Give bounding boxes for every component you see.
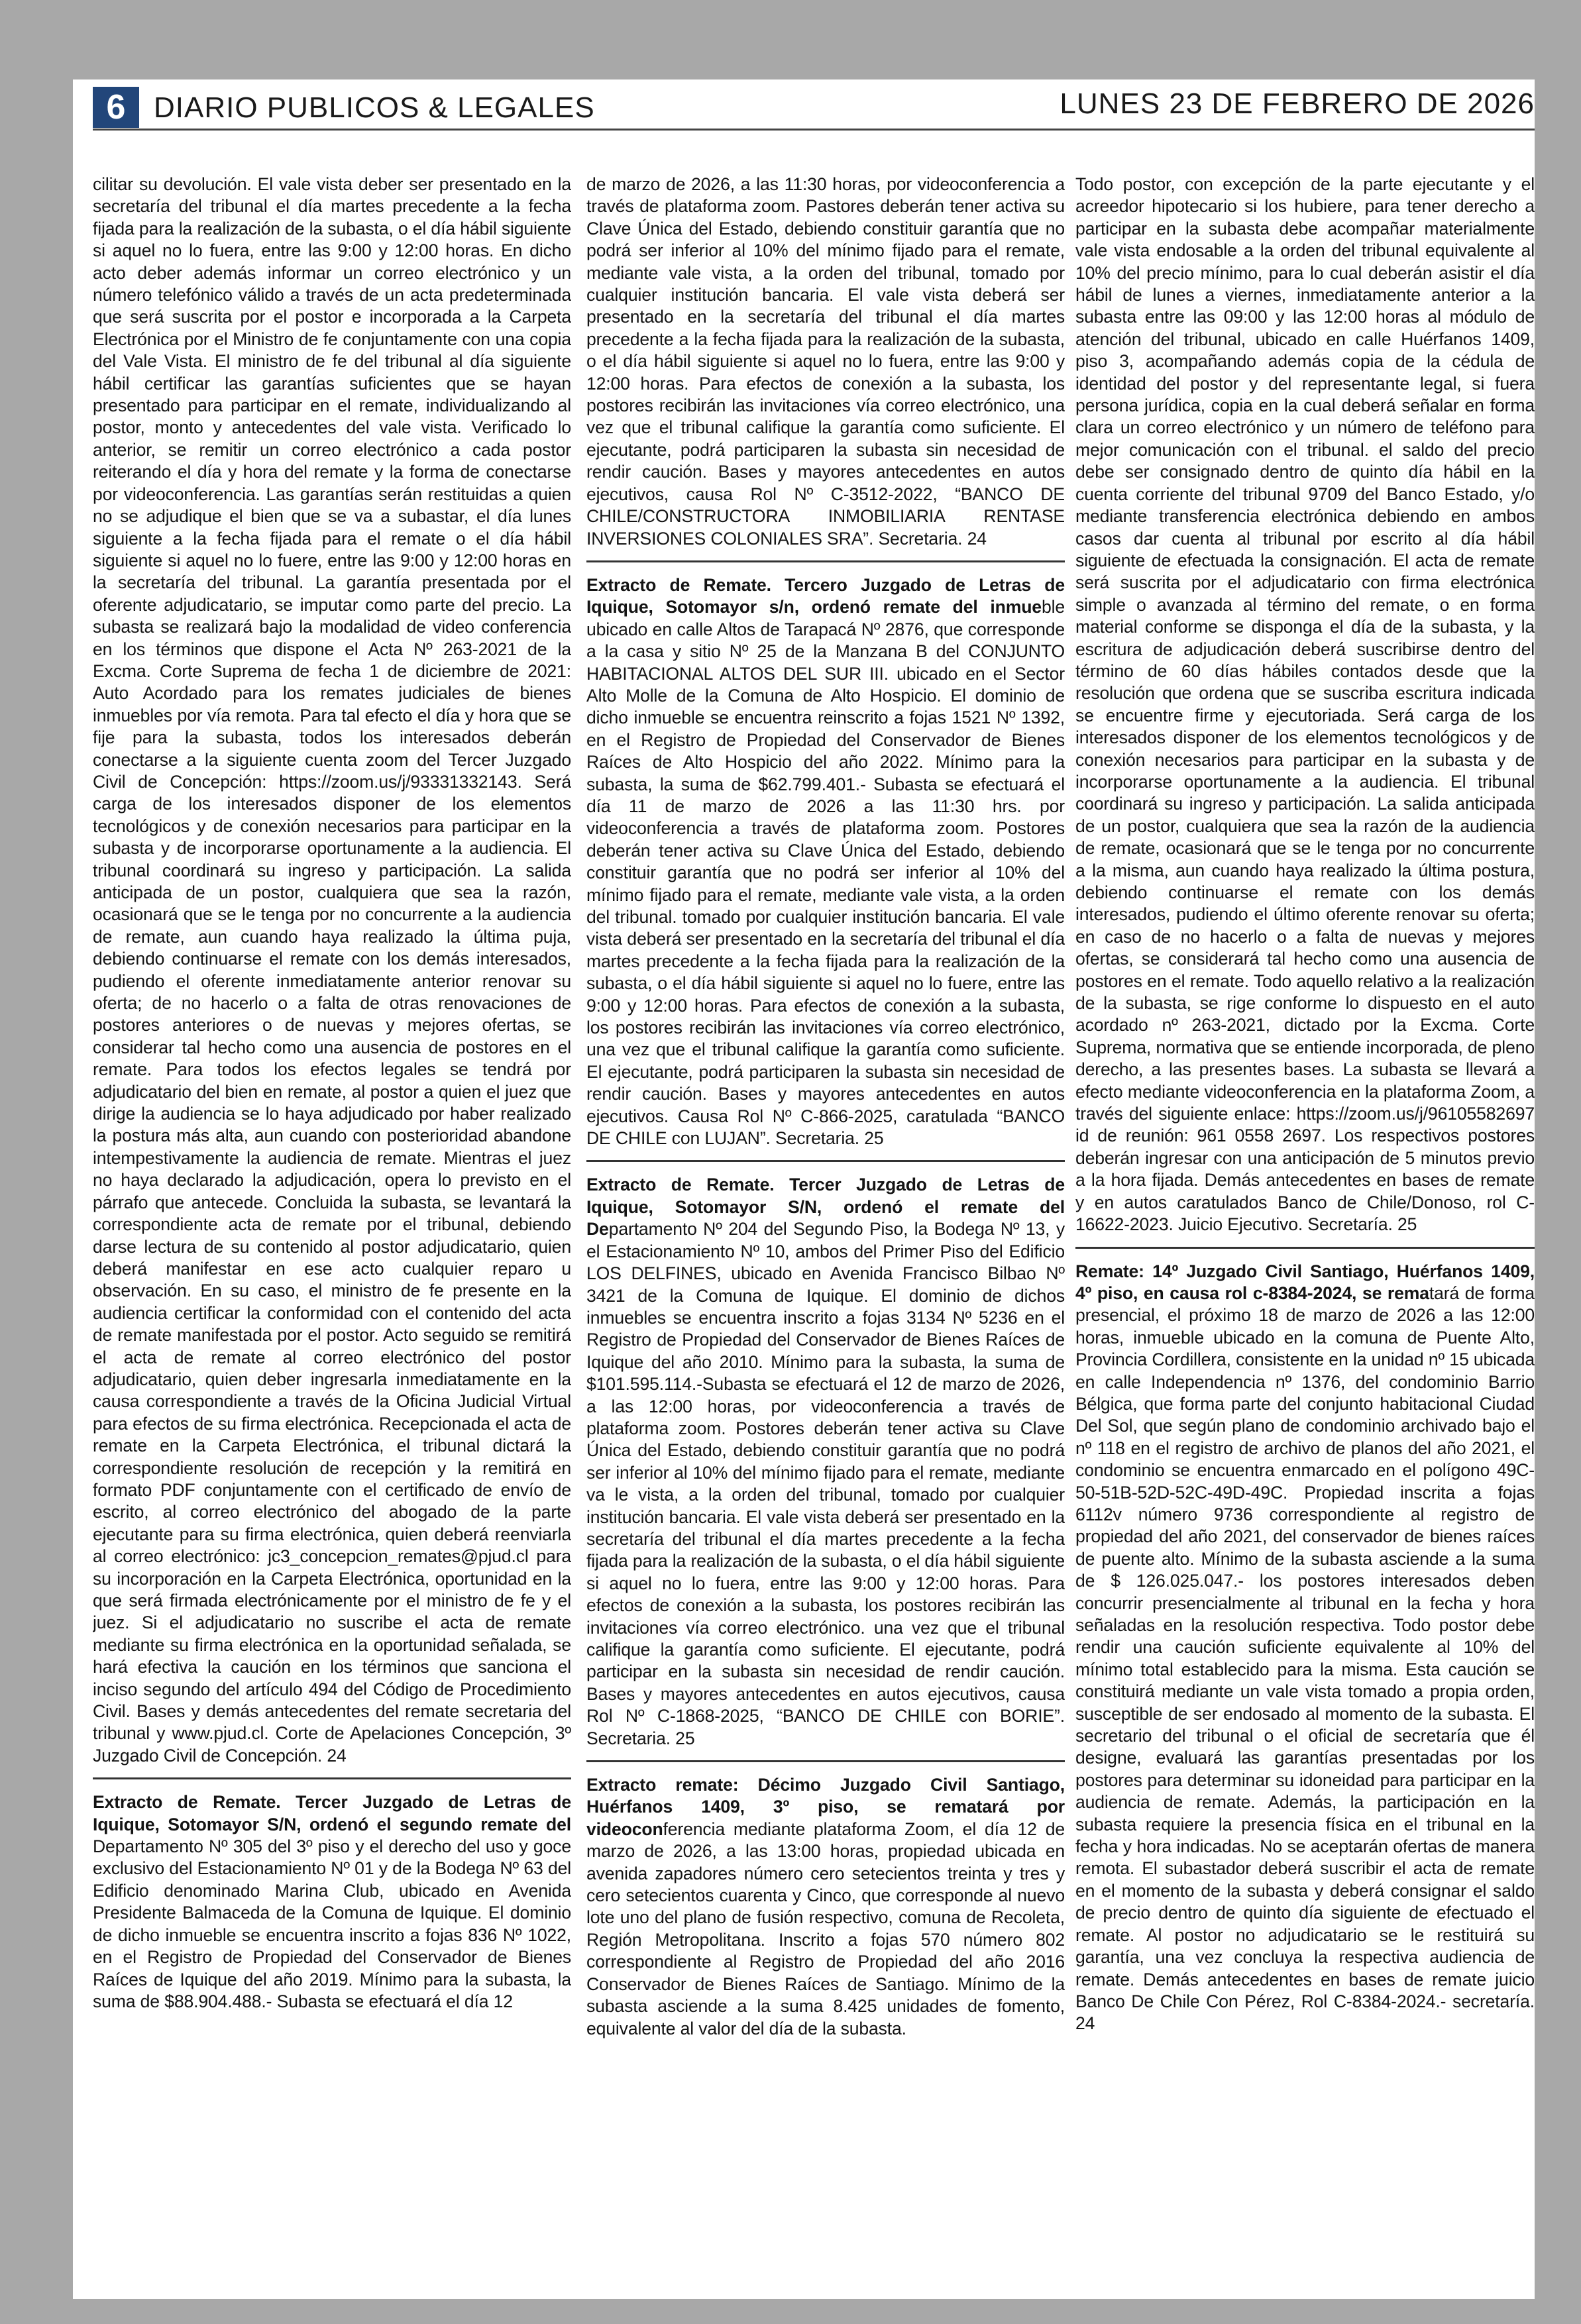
notice-continuation [586,174,1065,550]
notice-lead: Extracto de Remate. Tercer Juzgado de Letras de Iquique, Sotomayor S/N, ordenó el segundo remate del [93,1792,571,1834]
notice-separator [1075,1247,1535,1249]
notice-item [586,574,1065,1150]
notice-item [93,1791,571,2013]
text-column-2 [586,174,1065,2287]
notice-lead: Extracto de Remate. Tercero Juzgado de Letras de Iquique, Sotomayor s/n, ordenó remate del inmue [586,574,1065,617]
notice-body: partamento Nº 204 del Segundo Piso, la Bodega Nº 13, y el Estacionamiento Nº 10, ambos del Primer Piso del Edificio LOS DELFINES, ubicado en Avenida Francisco Bilbao Nº 3421 de la Comuna de Iquique. El dominio de dichos inmuebles se encuentra inscrito a fojas 3134 Nº 5236 en el Registro de Propiedad del Conservador de Bienes Raíces de Iquique del año 2010. Mínimo para la subasta, la suma de $101.595.114.-Subasta se efectuará el 12 de marzo de 2026, a las 12:00 horas, por videoconferencia a través de plataforma zoom. Postores deberán tener activa su Clave Única del Estado, debiendo constituir garantía que no podrá ser inferior al 10% del mínimo fijado para el remate, mediante va le vista, a la orden del tribunal, tomado por cualquier institución bancaria. El vale vista deberá ser presentado en la secretaría del tribunal el día martes precedente a la fecha fijada para la realización de la subasta, o el día hábil siguiente si aquel no lo fuera, entre las 9:00 y 12:00 horas. Para efectos de conexión a la subasta, los postores recibirán las invitaciones vía correo electrónico. una vez que el tribunal califique la garantía como suficiente. El ejecutante, podrá participar en la subasta sin necesidad de rendir caución. Bases y mayores antecedentes en autos ejecutivos, causa Rol Nº C-1868-2025, “BANCO DE CHILE con BORIE”. Secretaria. 25 [586,1219,1065,1748]
notice-item [586,1174,1065,1750]
publication-title: DIARIO PUBLICOS & LEGALES [154,91,595,124]
notice-separator [586,1760,1065,1762]
notice-lead: Remate: 14º Juzgado Civil Santiago, Huérfanos 1409, 4º piso, en causa rol c-8384-2024, se rema [1075,1261,1535,1303]
text-column-1 [93,174,571,2287]
notice-paragraph [93,174,571,1767]
notice-body: de marzo de 2026, a las 11:30 horas, por videoconferencia a través de plataforma zoom. Pastores deberán tener activa su Clave Única del Estado, debiendo constituir garantía que no podrá ser inferior al 10% del mínimo fijado para el remate, mediante vale vista, a la orden del tribunal, tomado por cualquier institución bancaria. El vale vista deberá ser presentado en la secretaría del tribunal el día martes precedente a la fecha fijada para la realización de la subasta, o el día hábil siguiente si aquel no lo fuera, entre las 9:00 y 12:00 horas. Para efectos de conexión a la subasta, los postores recibirán las invitaciones vía correo electrónico, una vez que el tribunal califique la garantía como suficiente. El ejecutante, podrá participaren la subasta sin necesidad de rendir caución. Bases y mayores antecedentes en autos ejecutivos, causa Rol Nº C-3512-2022, “BANCO DE CHILE/CONSTRUCTORA INMOBILIARIA RENTASE INVERSIONES COLONIALES SRA”. Secretaria. 24 [586,174,1065,549]
text-column-3 [1075,174,1535,2287]
notice-body: Departamento Nº 305 del 3º piso y el derecho del uso y goce exclusivo del Estacionamiento Nº 01 y de la Bodega Nº 63 del Edificio denominado Marina Club, ubicado en Avenida Presidente Balmaceda de la Comuna de Iquique. El dominio de dicho inmueble se encuentra inscrito a fojas 836 Nº 1022, en el Registro de Propiedad del Conservador de Bienes Raíces de Iquique del año 2019. Mínimo para la subasta, la suma de $88.904.488.- Subasta se efectuará el día 12 [93,1836,571,2011]
notice-body: ble ubicado en calle Altos de Tarapacá Nº 2876, que corresponde a la casa y sitio Nº 25 de la Manzana B del CONJUNTO HABITACIONAL ALTOS DEL SUR III. ubicado en el Sector Alto Molle de la Comuna de Alto Hospicio. El dominio de dicho inmueble se encuentra reinscrito a fojas 1521 Nº 1392, en el Registro de Propiedad del Conservador de Bienes Raíces de Alto Hospicio del año 2022. Mínimo para la subasta, la suma de $62.799.401.- Subasta se efectuará el día 11 de marzo de 2026 a las 11:30 hrs. por videoconferencia a través de plataforma zoom. Postores deberán tener activa su Clave Única del Estado, debiendo constituir garantía que no podrá ser inferior al 10% del mínimo fijado para el remate, mediante vale vista, a la orden del tribunal. tomado por cualquier institución bancaria. El vale vista deberá ser presentado en la secretaría del tribunal el día martes precedente a la fecha fijada para la realización de la subasta, o el día hábil siguiente si aquel no lo fuere, entre las 9:00 y 12:00 horas. Para efectos de conexión a la subasta, los postores recibirán las invitaciones vía correo electrónico, una vez que el tribunal califique la garantía como suficiente. El ejecutante, podrá participaren la subasta sin necesidad de rendir caución. Bases y mayores antecedentes en autos ejecutivos. Causa Rol Nº C-866-2025, caratulada “BANCO DE CHILE con LUJAN”. Secretaria. 25 [586,597,1065,1149]
notice-separator [93,1777,571,1779]
header-divider [93,129,1535,131]
notice-paragraph [93,1791,571,2013]
notice-body: Todo postor, con excepción de la parte ejecutante y el acreedor hipotecario si los hubiere, para tener derecho a participar en la subasta debe acompañar materialmente vale vista endosable a la orden del tribunal equivalente al 10% del precio mínimo, para lo cual deberán asistir el día hábil de lunes a viernes, inmediatamente anterior a la subasta entre las 09:00 y las 12:00 horas al módulo de atención del tribunal, ubicado en calle Huérfanos 1409, piso 3, acompañando además copia de la cédula de identidad del postor y del representante legal, si fuera persona jurídica, copia en la cual deberá señalar en forma clara un correo electrónico y un número de teléfono para mejor comunicación con el tribunal. el saldo del precio debe ser consignado dentro de quinto día hábil en la cuenta corriente del tribunal 9709 del Banco Estado, y/o mediante transferencia electrónica debiendo en ambos casos dar cuenta al tribunal por escrito al día hábil siguiente de efectuada la consignación. El acta de remate será suscrita por el adjudicatario con firma electrónica simple o avanzada al término del remate, o en forma material conforme se disponga el día de la subasta, y la escritura de adjudicación deberá suscribirse dentro del término de 60 días hábiles contados desde que la resolución que ordena que se suscriba escritura indicada se encuentre firme y ejecutoriada. Será carga de los interesados disponer de los elementos tecnológicos y de conexión necesarios para participar en la subasta y de incorporarse oportunamente a la audiencia. El tribunal coordinará su ingreso y participación. La salida anticipada de un postor, cualquiera que sea la razón de la audiencia de remate, ocasionará que se le tenga por no concurrente a la misma, aun cuando haya realizado la última postura, debiendo continuarse el remate con los demás interesados, pudiendo el último oferente renovar su oferta; en caso de no hacerlo o a falta de nuevas y mejores ofertas, se considerará tal hecho como una ausencia de postores en el remate. Todo aquello relativo a la realización de la subasta, se rige conforme lo dispuesto en el auto acordado nº 263-2021, dictado por la Excma. Corte Suprema, normativa que se entiende incorporada, de pleno derecho, a las presentes bases. La subasta se llevará a efecto mediante videoconferencia en la plataforma Zoom, a través del siguiente enlace: https://zoom.us/j/96105582697 id de reunión: 961 0558 2697. Los respectivos postores deberán ingresar con una anticipación de 5 minutos previo a la hora fijada. Demás antecedentes en bases de remate y en autos caratulados Banco de Chile/Donoso, rol C-16622-2023. Juicio Ejecutivo. Secretaría. 25 [1075,174,1535,1235]
notice-item [1075,1261,1535,2035]
notice-paragraph [586,574,1065,1150]
publication-date: LUNES 23 DE FEBRERO DE 2026 [1060,87,1535,120]
notice-item [586,1774,1065,2040]
notice-lead: Extracto remate: Décimo Juzgado Civil Santiago, Huérfanos 1409, 3º piso, se rematará por videocon [586,1775,1065,1839]
notice-paragraph [1075,174,1535,1236]
notice-paragraph [586,174,1065,550]
notice-lead: Extracto de Remate. Tercer Juzgado de Letras de Iquique, Sotomayor S/N, ordenó el remate del De [586,1175,1065,1240]
notice-continuation [93,174,571,1767]
notice-paragraph [586,1774,1065,2040]
page-header [93,84,1535,128]
notice-separator [586,1160,1065,1162]
notice-body: tará de forma presencial, el próximo 18 de marzo de 2026 a las 12:00 horas, inmueble ubicado en la comuna de Puente Alto, Provincia Cordillera, consistente en la unidad nº 15 ubicada en calle Independencia nº 1376, del condominio Barrio Bélgica, que forma parte del conjunto habitacional Ciudad Del Sol, que según plano de condominio archivado bajo el nº 118 en el registro de archivo de planos del año 2021, el condominio se encuentra enmarcado en el polígono 49C-50-51B-52D-52C-49D-49C. Propiedad inscrita a fojas 6112v número 9736 correspondiente al registro de propiedad del año 2021, del conservador de bienes raíces de puente alto. Mínimo de la subasta asciende a la suma de $ 126.025.047.- los postores interesados deben concurrir presencialmente al tribunal en la fecha y hora señaladas en la resolución respectiva. Todo postor debe rendir una caución suficiente equivalente al 10% del mínimo total establecido para la misma. Esta caución se constituirá mediante un vale vista tomado a propia orden, susceptible de ser endosado al momento de la subasta. El secretario del tribunal o el oficial de secretaría que él designe, evaluará las garantías presentadas por los postores para determinar su idoneidad para participar en la audiencia de remate. Además, la participación en la subasta requiere la presencia física en el tribunal en la fecha y hora indicadas. No se aceptarán ofertas de manera remota. El subastador deberá suscribir el acta de remate en el momento de la subasta y deberá consignar el saldo de precio dentro de quinto día siguiente de efectuado el remate. Al postor no adjudicatario se le restituirá su garantía, una vez concluya la respectiva audiencia de remate. Demás antecedentes en bases de remate juicio Banco De Chile Con Pérez, Rol C-8384-2024.- secretaría. 24 [1075,1283,1535,2034]
notice-paragraph [1075,1261,1535,2035]
notice-body: cilitar su devolución. El vale vista deber ser presentado en la secretaría del tribunal el día martes precedente a la fecha fijada para la realización de la subasta, o el día hábil siguiente si aquel no lo fuera, entre las 9:00 y 12:00 horas. En dicho acto deber además informar un correo electrónico y un número telefónico válido a través de un acta predeterminada que será suscrita por el postor e incorporada a la Carpeta Electrónica por el Ministro de fe conjuntamente con una copia del Vale Vista. El ministro de fe del tribunal al día siguiente hábil certificar las garantías suficientes que se hayan presentado para participar en el remate, individualizando al postor, monto y antecedentes del vale vista. Verificado lo anterior, se remitir un correo electrónico a cada postor reiterando el día y hora del remate y la forma de conectarse por videoconferencia. Las garantías serán restituidas a quien no se adjudique el bien que se va a subastar, el día lunes siguiente a la fecha fijada para el remate o el día hábil siguiente si aquel no lo fuere, entre las 9:00 y 12:00 horas en la secretaría del tribunal. La garantía presentada por el oferente adjudicatario, se imputar como parte del precio. La subasta se realizará bajo la modalidad de video conferencia en los términos que dispone el Acta Nº 263-2021 de la Excma. Corte Suprema de fecha 1 de diciembre de 2021: Auto Acordado para los remates judiciales de bienes inmuebles por vía remota. Para tal efecto el día y hora que se fije para la subasta, todos los interesados deberán conectarse a la siguiente cuenta zoom del Tercer Juzgado Civil de Concepción: https://zoom.us/j/93331332143. Será carga de los interesados disponer de los elementos tecnológicos y de conexión necesarios para participar en la subasta y de incorporarse oportunamente a la audiencia. El tribunal coordinará su ingreso y participación. La salida anticipada de un postor, cualquiera que sea la razón, ocasionará que se le tenga por no concurrente a la audiencia de remate, aun cuando haya realizado la última puja, debiendo continuarse el remate con los demás interesados, pudiendo el oferente inmediatamente anterior renovar su oferta; de no hacerlo o a falta de otras renovaciones de postores anteriores o de nuevas y mejores ofertas, se considerar tal hecho como una ausencia de postores en el remate. Para todos los efectos legales se tendrá por adjudicatario del bien en remate, al postor a quien el juez que dirige la audiencia se lo haya adjudicado por haber realizado la postura más alta, aun cuando con posterioridad abandone intempestivamente la audiencia de remate. Mientras el juez no haya declarado la adjudicación, opera lo previsto en el párrafo que antecede. Concluida la subasta, se levantará la correspondiente acta de remate por el tribunal, debiendo darse lectura de su contenido al postor adjudicatario, quien deberá manifestar en ese acto cualquier reparo u observación. En su caso, el ministro de fe presente en la audiencia certificar la conformidad con el contenido del acta de remate manifestada por el postor. Acto seguido se remitirá el acta de remate al correo electrónico del postor adjudicatario, quien deber ingresarla inmediatamente en la causa correspondiente a través de la Oficina Judicial Virtual para efectos de su firma electrónica. Recepcionada el acta de remate en la Carpeta Electrónica, el tribunal dictará la correspondiente resolución de recepción y la remitirá en formato PDF conjuntamente con el certificado de envío de escrito, al correo electrónico del abogado de la parte ejecutante para su firma electrónica, quien deberá reenviarla al correo electrónico: jc3_concepcion_remates@pjud.cl para su incorporación en la Carpeta Electrónica, oportunidad en la que será firmada electrónicamente por el ministro de fe y el juez. Si el adjudicatario no suscribe el acta de remate mediante su firma electrónica en la oportunidad señalada, se hará efectiva la caución en los términos que sanciona el inciso segundo del artículo 494 del Código de Procedimiento Civil. Bases y demás antecedentes del remate secretaria del tribunal y www.pjud.cl. Corte de Apelaciones Concepción, 3º Juzgado Civil de Concepción. 24 [93,174,571,1766]
notice-continuation [1075,174,1535,1236]
notice-separator [586,560,1065,562]
notice-paragraph [586,1174,1065,1750]
page-number-box: 6 [93,87,139,128]
notice-body: ferencia mediante plataforma Zoom, el día 12 de marzo de 2026, a las 13:00 horas, propiedad ubicada en avenida zapadores número cero setecientos treinta y tres y cero setecientos cuarenta y Cinco, que corresponde al nuevo lote uno del plano de fusión respectivo, comuna de Recoleta, Región Metropolitana. Inscrito a fojas 570 número 802 correspondiente al Registro de Propiedad del año 2016 Conservador de Bienes Raíces de Santiago. Mínimo de la subasta asciende a la suma 8.425 unidades de fomento, equivalente al valor del día de la subasta. [586,1819,1065,2038]
